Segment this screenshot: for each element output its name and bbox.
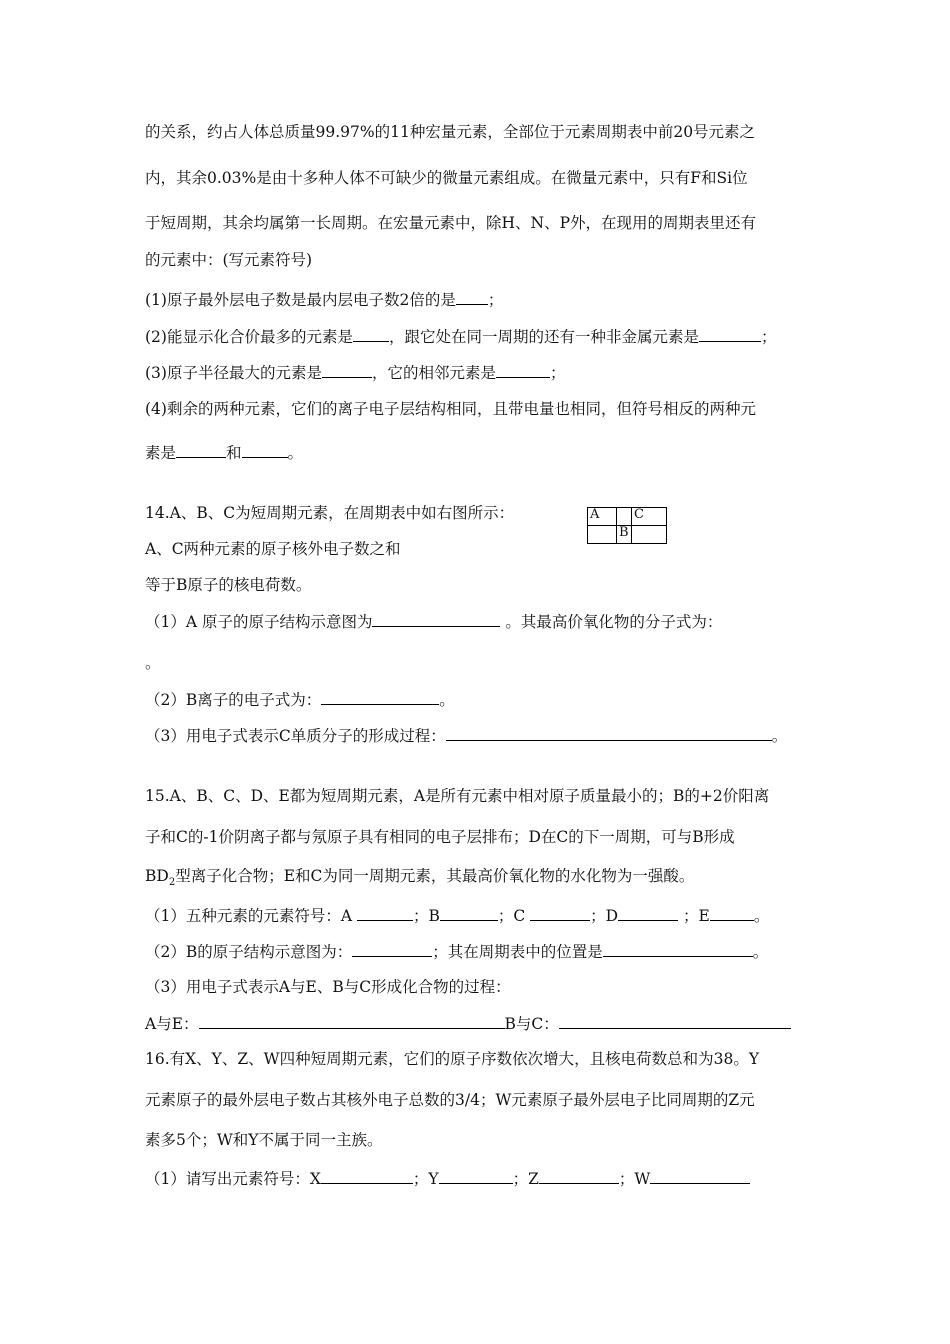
answer-blank[interactable]: [530, 905, 590, 921]
q15-sub-1-text-c: ；C: [497, 907, 531, 925]
answer-blank[interactable]: [699, 326, 761, 342]
answer-blank[interactable]: [321, 1168, 413, 1184]
q15-text-line-1: 15.A、B、C、D、E都为短周期元素，A是所有元素中相对原子质量最小的；B的+2价阳离: [145, 787, 770, 805]
punct: 。: [771, 727, 788, 745]
answer-blank[interactable]: [440, 905, 498, 921]
answer-blank[interactable]: [446, 725, 772, 741]
answer-blank[interactable]: [322, 362, 372, 378]
grid-cell-empty: [588, 526, 617, 544]
q13-sub-3: [145, 362, 566, 383]
answer-blank[interactable]: [539, 1168, 619, 1184]
q13-sub-2-text-a: (2)能显示化合价最多的元素是: [145, 328, 353, 346]
answer-blank[interactable]: [618, 905, 678, 921]
q14-text-line-2: A、C两种元素的原子核外电子数之和: [145, 540, 401, 558]
answer-blank[interactable]: [456, 289, 488, 305]
q15-sub-3: （3）用电子式表示A与E、B与C形成化合物的过程：: [145, 978, 511, 996]
q15-text-line-3: [145, 866, 694, 893]
formula-bd2: BD: [145, 867, 169, 885]
answer-blank[interactable]: [650, 1168, 750, 1184]
q13-text-line-4: 的元素中：(写元素符号): [145, 251, 313, 269]
q14-sub-3-text: （3）用电子式表示C单质分子的形成过程：: [145, 727, 446, 745]
q16-text-line-3: 素多5个；W和Y不属于同一主族。: [145, 1131, 383, 1149]
q16-text-line-2: 元素原子的最外层电子数占其核外电子总数的3/4；W元素原子最外层电子比同周期的Z元: [145, 1091, 755, 1109]
q14-sub-2: [145, 689, 455, 710]
answer-blank[interactable]: [176, 442, 226, 458]
q13-sub-1-text: (1)原子最外层电子数是最内层电子数2倍的是: [145, 291, 456, 309]
punct: ；: [760, 328, 777, 346]
punct: ；: [549, 364, 566, 382]
q13-sub-4-line-1: (4)剩余的两种元素，它们的离子电子层结构相同，且带电量也相同，但符号相反的两种元: [145, 400, 756, 418]
punct: 。: [752, 943, 769, 961]
q15-text-line-3-rest: 型离子化合物；E和C为同一周期元素，其最高价氧化物的水化物为一强酸。: [175, 867, 695, 885]
q13-text-line-2: 内，其余0.03%是由十多种人体不可缺少的微量元素组成。在微量元素中，只有F和Si位: [145, 169, 748, 187]
answer-blank[interactable]: [199, 1013, 505, 1029]
grid-cell-empty: [617, 508, 632, 526]
q15-sub-3-answers: [145, 1013, 791, 1034]
answer-blank[interactable]: [353, 326, 389, 342]
q16-text-line-1: 16.有X、Y、Z、W四种短周期元素，它们的原子序数依次增大，且核电荷数总和为38。Y: [145, 1050, 760, 1068]
answer-blank[interactable]: [352, 941, 432, 957]
q15-sub-1-text-a: （1）五种元素的元素符号：A: [145, 907, 357, 925]
answer-blank[interactable]: [603, 941, 753, 957]
q13-sub-2-text-b: ，跟它处在同一周期的还有一种非金属元素是: [388, 328, 699, 346]
q16-sub-1: [145, 1168, 750, 1189]
q14-text-line-3: 等于B原子的核电荷数。: [145, 576, 312, 594]
q15-sub-2-text-b: ；其在周期表中的位置是: [432, 943, 603, 961]
q14-text-line-1: 14.A、B、C为短周期元素，在周期表中如右图所示：: [145, 504, 515, 522]
q13-sub-3-text-a: (3)原子半径最大的元素是: [145, 364, 322, 382]
q13-sub-4-line-2: [145, 442, 303, 463]
q16-sub-1-text-c: ；Z: [512, 1170, 539, 1188]
grid-cell-c: C: [632, 508, 667, 526]
punct: 。: [287, 444, 304, 462]
q15-sub-2-text-a: （2）B的原子结构示意图为：: [145, 943, 353, 961]
q15-a-e-label: A与E：: [145, 1015, 199, 1033]
q13-sub-4-text-a: 素是: [145, 444, 177, 462]
grid-cell-b: B: [617, 526, 632, 544]
punct: 。: [753, 907, 770, 925]
q13-sub-4-text-b: 和: [226, 444, 242, 462]
formula-subscript: 2: [168, 877, 176, 889]
punct: ；: [487, 291, 504, 309]
q15-text-line-2: 子和C的-1价阴离子都与氖原子具有相同的电子层排布；D在C的下一周期，可与B形成: [145, 828, 735, 846]
q14-sub-1-text-a: （1）A 原子的原子结构示意图为: [145, 613, 373, 631]
q15-sub-1-text-e: ；E: [678, 907, 710, 925]
q14-sub-2-text: （2）B离子的电子式为：: [145, 691, 322, 709]
q13-sub-1: [145, 289, 503, 310]
answer-blank[interactable]: [357, 905, 413, 921]
q16-sub-1-text-a: （1）请写出元素符号：X: [145, 1170, 321, 1188]
q16-sub-1-text-b: ；Y: [412, 1170, 439, 1188]
q15-b-c-label: B与C：: [504, 1015, 559, 1033]
q15-sub-1: [145, 905, 769, 926]
q13-sub-3-text-b: ，它的相邻元素是: [371, 364, 496, 382]
q14-sub-1-end: 。: [145, 654, 161, 672]
q13-sub-2: [145, 326, 777, 347]
punct: 。: [439, 691, 455, 709]
q15-sub-2: [145, 941, 768, 962]
q16-sub-1-text-d: ；W: [618, 1170, 651, 1188]
answer-blank[interactable]: [242, 442, 288, 458]
q14-sub-3: [145, 725, 787, 746]
periodic-table-fragment: [587, 507, 667, 544]
answer-blank[interactable]: [439, 1168, 513, 1184]
answer-blank[interactable]: [710, 905, 754, 921]
q15-sub-1-text-d: ；D: [590, 907, 619, 925]
answer-blank[interactable]: [372, 611, 500, 627]
grid-cell-empty: [632, 526, 667, 544]
answer-blank[interactable]: [496, 362, 550, 378]
q13-text-line-1: 的关系，约占人体总质量99.97%的11种宏量元素，全部位于元素周期表中前20号元素之: [145, 123, 756, 141]
q15-sub-1-text-b: ；B: [412, 907, 440, 925]
answer-blank[interactable]: [559, 1013, 791, 1029]
q14-sub-1-text-b: 。其最高价氧化物的分子式为：: [500, 613, 723, 631]
q13-text-line-3: 于短周期，其余均属第一长周期。在宏量元素中，除H、N、P外，在现用的周期表里还有: [145, 214, 757, 232]
grid-cell-a: A: [588, 508, 617, 526]
answer-blank[interactable]: [321, 689, 439, 705]
q14-sub-1: [145, 611, 722, 632]
